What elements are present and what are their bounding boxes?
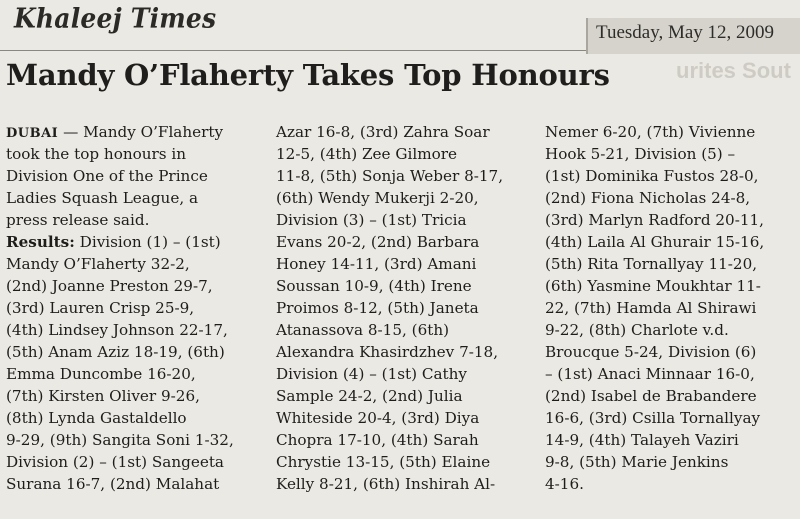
article-line: Evans 20-2, (2nd) Barbara: [276, 233, 480, 251]
article-line: – (1st) Anaci Minnaar 16-0,: [545, 365, 755, 383]
article-line: (5th) Anam Aziz 18-19, (6th): [6, 343, 225, 361]
article-line: Surana 16-7, (2nd) Malahat: [6, 475, 220, 493]
article-line: (4th) Laila Al Ghurair 15-16,: [545, 233, 765, 251]
article-line: Division (4) – (1st) Cathy: [276, 365, 468, 383]
article-line: (5th) Rita Tornallyay 11-20,: [545, 255, 758, 273]
article-line: Nemer 6-20, (7th) Vivienne: [545, 123, 756, 141]
article-line: 9-22, (8th) Charlote v.d.: [545, 321, 729, 339]
dateline: Tuesday, May 12, 2009: [596, 22, 775, 43]
article-lead-line: [6, 121, 262, 143]
article-line: 16-6, (3rd) Csilla Tornallyay: [545, 409, 761, 427]
location-tag: DUBAI: [6, 126, 59, 141]
article-line: Hook 5-21, Division (5) –: [545, 145, 736, 163]
article-line: Division One of the Prince: [6, 167, 208, 185]
article-line: (3rd) Lauren Crisp 25-9,: [6, 299, 195, 317]
article-line: Division (3) – (1st) Tricia: [276, 211, 467, 229]
article-line: (1st) Dominika Fustos 28-0,: [545, 167, 759, 185]
article-line: (2nd) Fiona Nicholas 24-8,: [545, 189, 751, 207]
article-line: (8th) Lynda Gastaldello: [6, 409, 187, 427]
article-line: 9-8, (5th) Marie Jenkins: [545, 453, 729, 471]
article-line: (3rd) Marlyn Radford 20-11,: [545, 211, 764, 229]
article-line: Broucque 5-24, Division (6): [545, 343, 757, 361]
article-line: Mandy O’Flaherty 32-2,: [6, 255, 190, 273]
article-line: Azar 16-8, (3rd) Zahra Soar: [276, 123, 490, 141]
article-line: 22, (7th) Hamda Al Shirawi: [545, 299, 757, 317]
article-line: Proimos 8-12, (5th) Janeta: [276, 299, 479, 317]
article-line: Division (2) – (1st) Sangeeta: [6, 453, 224, 471]
article-line: (6th) Yasmine Moukhtar 11-: [545, 277, 761, 295]
article-line: Kelly 8-21, (6th) Inshirah Al-: [276, 475, 496, 493]
article-line: (2nd) Joanne Preston 29-7,: [6, 277, 213, 295]
article-column-3: [545, 121, 795, 495]
article-line: Honey 14-11, (3rd) Amani: [276, 255, 477, 273]
lead-text: — Mandy O’Flaherty: [58, 123, 224, 141]
article-line: 11-8, (5th) Sonja Weber 8-17,: [276, 167, 504, 185]
article-line: [6, 231, 262, 253]
article-line-text: Division (1) – (1st): [74, 233, 221, 251]
article-line: Soussan 10-9, (4th) Irene: [276, 277, 472, 295]
article-line: (6th) Wendy Mukerji 2-20,: [276, 189, 479, 207]
article-line: Emma Duncombe 16-20,: [6, 365, 196, 383]
article-line: took the top honours in: [6, 145, 187, 163]
article-line: 14-9, (4th) Talayeh Vaziri: [545, 431, 739, 449]
article-line: press release said.: [6, 211, 150, 229]
header-rule: [0, 50, 586, 51]
article-line: (2nd) Isabel de Brabandere: [545, 387, 757, 405]
article-line: 4-16.: [545, 475, 584, 493]
article-column-1: [6, 121, 262, 495]
article-line: Whiteside 20-4, (3rd) Diya: [276, 409, 480, 427]
article-line: 12-5, (4th) Zee Gilmore: [276, 145, 457, 163]
masthead-logo: Khaleej Times: [14, 2, 217, 35]
article-line: Ladies Squash League, a: [6, 189, 199, 207]
article-line: Sample 24-2, (2nd) Julia: [276, 387, 463, 405]
headline: Mandy O’Flaherty Takes Top Honours: [6, 58, 610, 92]
article-line: (4th) Lindsey Johnson 22-17,: [6, 321, 228, 339]
adjacent-page-bleed-text: urites Sout: [676, 58, 791, 83]
article-line: Atanassova 8-15, (6th): [276, 321, 450, 339]
article-line: 9-29, (9th) Sangita Soni 1-32,: [6, 431, 234, 449]
article-column-2: [276, 121, 532, 495]
results-label: Results:: [6, 233, 75, 251]
article-line: Chrystie 13-15, (5th) Elaine: [276, 453, 491, 471]
article-line: Alexandra Khasirdzhev 7-18,: [276, 343, 499, 361]
article-line: Chopra 17-10, (4th) Sarah: [276, 431, 479, 449]
article-line: (7th) Kirsten Oliver 9-26,: [6, 387, 200, 405]
